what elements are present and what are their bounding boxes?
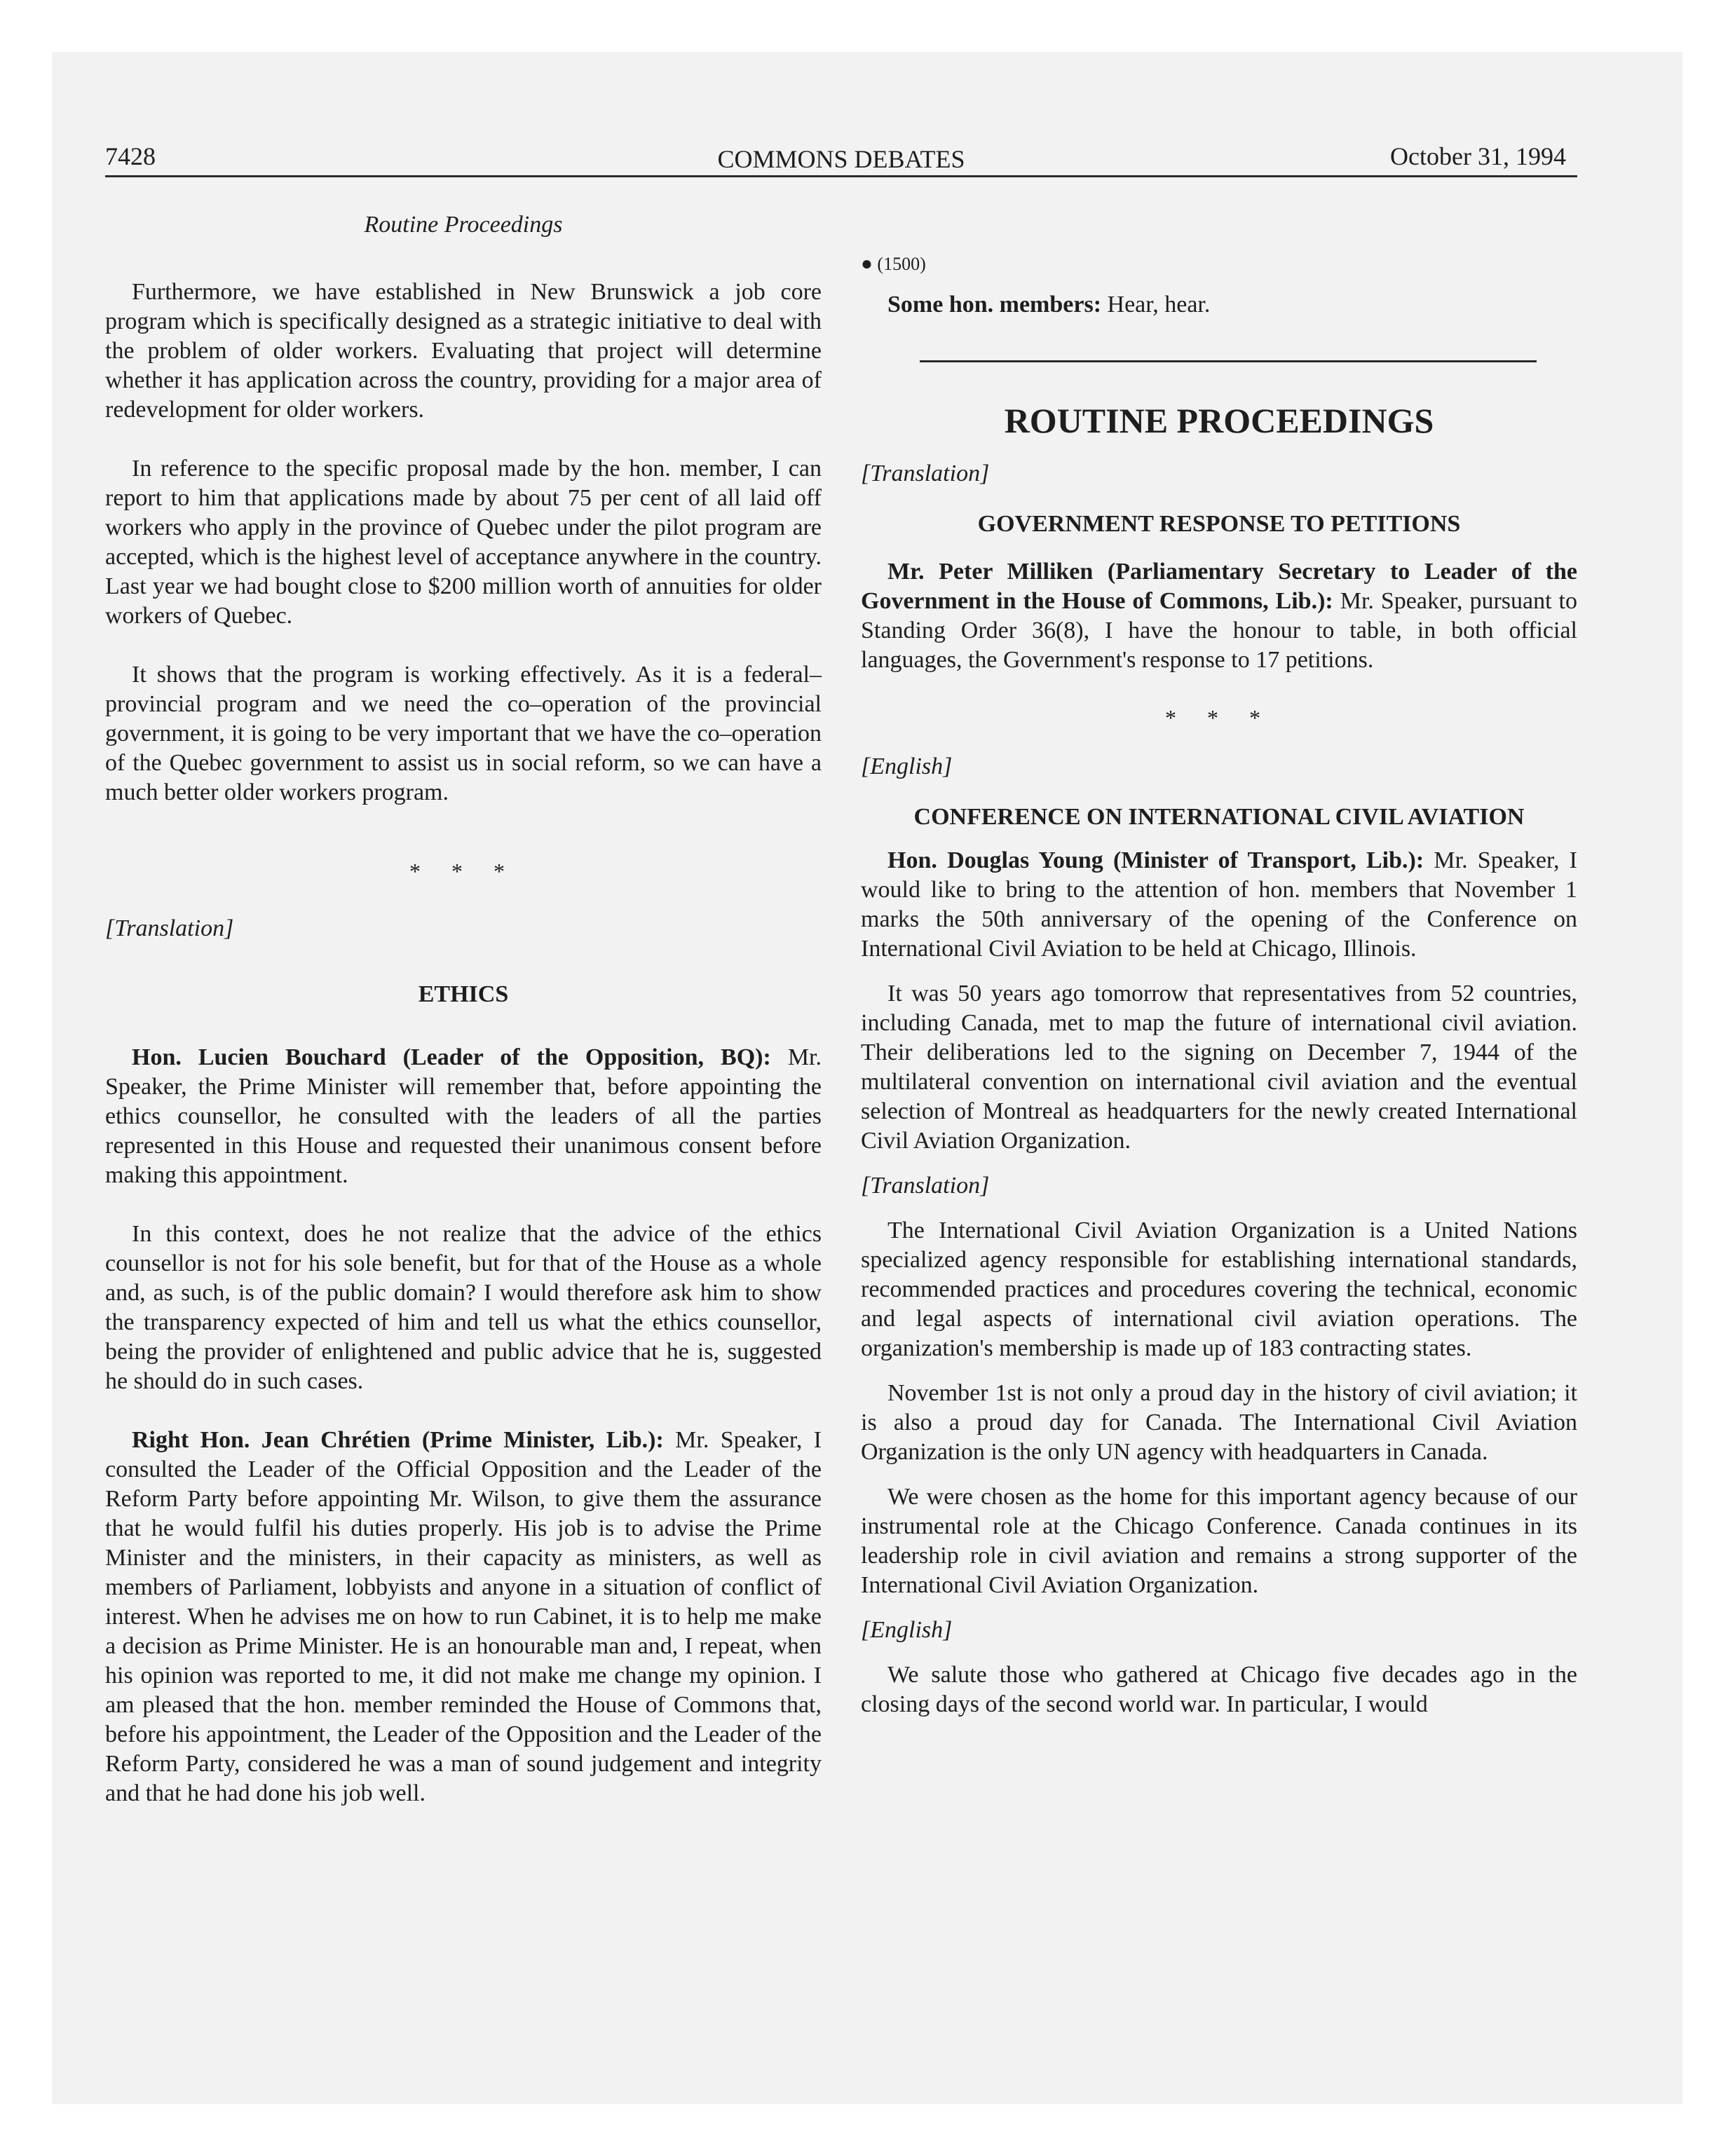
speech-text: Hear, hear. xyxy=(1107,292,1211,318)
bullet-icon: ● xyxy=(861,253,873,275)
speech-milliken xyxy=(861,557,1577,675)
speech-text: Mr. Speaker, the Prime Minister will remember that, before appointing the ethics counsellor, he consulted with the leaders of all the parties represented in this House and requested their unanimous consent before making this appointment. xyxy=(105,1044,822,1188)
paragraph: It shows that the program is working effectively. As it is a federal–provincial program and we need the co–operation of the provincial government, it is going to be very important that we have the co–operation of the Quebec government to assist us in social reform, so we can have a much better older workers program. xyxy=(105,662,822,805)
petitions-heading: GOVERNMENT RESPONSE TO PETITIONS xyxy=(977,511,1461,537)
time-stamp: (1500) xyxy=(877,254,926,274)
routine-proceedings-heading: ROUTINE PROCEEDINGS xyxy=(1004,401,1434,440)
speech-members xyxy=(861,290,1577,320)
page-number: 7428 xyxy=(105,142,156,170)
right-column xyxy=(861,175,1577,1719)
translation-tag: [Translation] xyxy=(861,1173,990,1199)
translation-tag: [Translation] xyxy=(861,460,990,486)
speech-chretien xyxy=(105,1426,822,1808)
hansard-page xyxy=(105,140,1577,2047)
section-separator-stars: * * * xyxy=(409,859,517,884)
paragraph: In reference to the specific proposal made by the hon. member, I can report to him that applications made by about 75 per cent of all laid off workers who apply in the province of Quebec under the pilot program are accepted, which is the highest level of acceptance anywhere in the country. Last year we had bought close to $200 million worth of annuities for older workers of Quebec. xyxy=(105,456,822,629)
page-date: October 31, 1994 xyxy=(1390,142,1566,170)
speaker-name: Mr. Peter Milliken (Parliamentary Secretary to Leader of the Government in the House of Commons, Lib.): xyxy=(861,559,1577,614)
speaker-name: Right Hon. Jean Chrétien (Prime Minister, Lib.): xyxy=(132,1427,664,1453)
speaker-name: Some hon. members: xyxy=(887,292,1102,318)
aviation-heading: CONFERENCE ON INTERNATIONAL CIVIL AVIATION xyxy=(913,804,1525,830)
time-marker xyxy=(861,250,1577,279)
ethics-heading: ETHICS xyxy=(418,981,509,1007)
english-tag: [English] xyxy=(861,753,953,779)
speaker-name: Hon. Douglas Young (Minister of Transport, Lib.): xyxy=(887,847,1424,873)
speaker-name: Hon. Lucien Bouchard (Leader of the Opposition, BQ): xyxy=(132,1044,771,1070)
running-head: Routine Proceedings xyxy=(364,212,563,238)
paragraph: November 1st is not only a proud day in the history of civil aviation; it is also a proud day for Canada. The International Civil Aviation Organization is the only UN agency with headquarters in Canada. xyxy=(861,1380,1577,1465)
paragraph: It was 50 years ago tomorrow that representatives from 52 countries, including Canada, met to map the future of international civil aviation. Their deliberations led to the signing on December 7, 1944 of the multilateral convention on international civil aviation and the eventual selection of Montreal as headquarters for the newly created International Civil Aviation Organization. xyxy=(861,981,1577,1154)
paragraph: In this context, does he not realize that the advice of the ethics counsellor is not for his sole benefit, but for that of the House as a whole and, as such, is of the public domain? I would therefore ask him to show the transparency expected of him and tell us what the ethics counsellor, being the provider of enlightened and public advice that he is, suggested he should do in such cases. xyxy=(105,1221,822,1394)
paragraph: Furthermore, we have established in New Brunswick a job core program which is specifically designed as a strategic initiative to deal with the problem of older workers. Evaluating that project will determine whether it has application across the country, providing for a major area of redevelopment for older workers. xyxy=(105,279,822,423)
left-column xyxy=(105,175,822,1808)
paragraph: We salute those who gathered at Chicago five decades ago in the closing days of the second world war. In particular, I would xyxy=(861,1662,1577,1717)
speech-text: Mr. Speaker, pursuant to Standing Order 36(8), I have the honour to table, in both official languages, the Government's response to 17 petitions. xyxy=(861,588,1578,673)
translation-tag: [Translation] xyxy=(105,915,234,941)
english-tag: [English] xyxy=(861,1617,953,1643)
speech-text: Mr. Speaker, I consulted the Leader of the Official Opposition and the Leader of the Reform Party before appointing Mr. Wilson, to give them the assurance that he would fulfil his duties properly. His job is to advise the Prime Minister and the ministers, in their capacity as ministers, as well as members of Parliament, lobbyists and anyone in a situation of conflict of interest. When he advises me on how to run Cabinet, it is to help me make a decision as Prime Minister. He is an honourable man and, I repeat, when his opinion was reported to me, it did not make me change my opinion. I am pleased that the hon. member reminded the House of Commons that, before his appointment, the Leader of the Opposition and the Leader of the Reform Party, considered he was a man of sound judgement and integrity and that he had done his job well. xyxy=(105,1427,822,1806)
section-separator-stars: * * * xyxy=(1165,705,1273,730)
publication-title: COMMONS DEBATES xyxy=(717,145,965,173)
speech-text: Mr. Speaker, I would like to bring to the attention of hon. members that November 1 marks the 50th anniversary of the opening of the Conference on International Civil Aviation to be held at Chicago, Illinois. xyxy=(861,847,1577,962)
page-header xyxy=(105,140,1577,177)
speech-bouchard xyxy=(105,1043,822,1190)
section-divider xyxy=(920,360,1537,362)
paragraph: The International Civil Aviation Organization is a United Nations specialized agency responsible for establishing international standards, recommended practices and procedures covering the technical, economic and legal aspects of international civil aviation operations. The organization's membership is made up of 183 contracting states. xyxy=(861,1217,1577,1361)
paragraph: We were chosen as the home for this important agency because of our instrumental role at the Chicago Conference. Canada continues in its leadership role in civil aviation and remains a strong supporter of the International Civil Aviation Organization. xyxy=(861,1484,1577,1598)
speech-young xyxy=(861,846,1577,964)
